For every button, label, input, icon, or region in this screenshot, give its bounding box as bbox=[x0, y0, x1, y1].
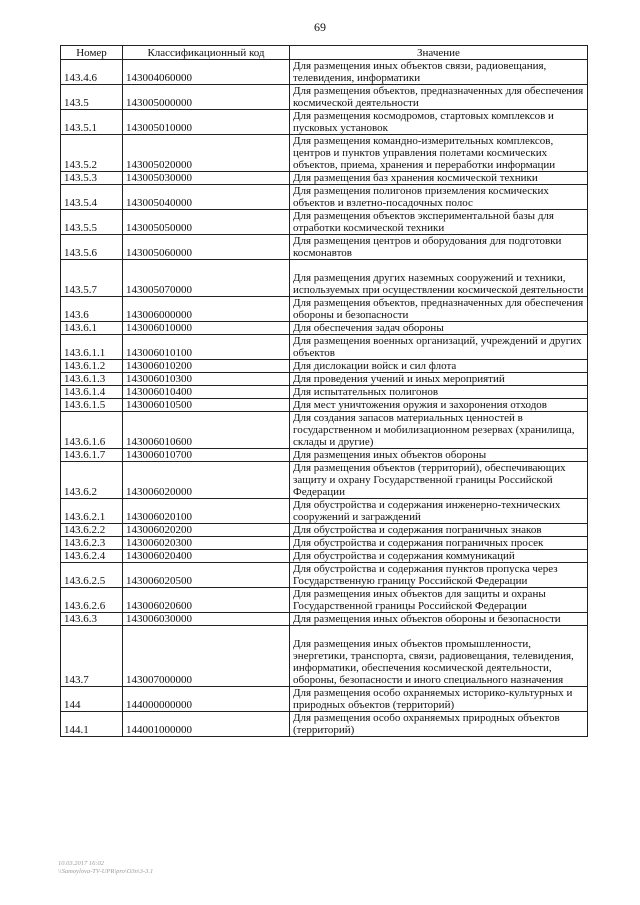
row-code: 143005040000 bbox=[123, 185, 290, 210]
row-value: Для размещения полигонов приземления космических объектов и взлетно-посадочных полос bbox=[290, 185, 588, 210]
row-code: 143006010600 bbox=[123, 412, 290, 449]
table-row bbox=[61, 322, 588, 335]
row-value: Для испытательных полигонов bbox=[290, 386, 588, 399]
header-value: Значение bbox=[290, 46, 588, 60]
row-value: Для размещения объектов экспериментальной базы для отработки космической техники bbox=[290, 210, 588, 235]
row-number: 143.7 bbox=[61, 626, 123, 687]
table-row bbox=[61, 412, 588, 449]
row-number: 143.5.5 bbox=[61, 210, 123, 235]
row-value: Для проведения учений и иных мероприятий bbox=[290, 373, 588, 386]
row-code: 143005000000 bbox=[123, 85, 290, 110]
row-code: 143006010100 bbox=[123, 335, 290, 360]
row-code: 143006020600 bbox=[123, 588, 290, 613]
row-number: 143.5 bbox=[61, 85, 123, 110]
row-number: 143.6.1.5 bbox=[61, 399, 123, 412]
table-row bbox=[61, 335, 588, 360]
row-code: 143007000000 bbox=[123, 626, 290, 687]
table-row bbox=[61, 360, 588, 373]
row-number: 143.4.6 bbox=[61, 60, 123, 85]
row-value: Для размещения иных объектов связи, радиовещания, телевидения, информатики bbox=[290, 60, 588, 85]
row-number: 143.6.2.6 bbox=[61, 588, 123, 613]
row-number: 143.6.1.4 bbox=[61, 386, 123, 399]
row-code: 143005070000 bbox=[123, 260, 290, 297]
row-number: 143.6.2 bbox=[61, 462, 123, 499]
row-code: 143005010000 bbox=[123, 110, 290, 135]
row-value: Для размещения объектов, предназначенных для обеспечения космической деятельности bbox=[290, 85, 588, 110]
row-code: 143006010400 bbox=[123, 386, 290, 399]
row-code: 144000000000 bbox=[123, 687, 290, 712]
table-row bbox=[61, 588, 588, 613]
table-row bbox=[61, 110, 588, 135]
table-row bbox=[61, 235, 588, 260]
row-number: 143.6.2.3 bbox=[61, 537, 123, 550]
row-value: Для обустройства и содержания пограничных просек bbox=[290, 537, 588, 550]
row-value: Для создания запасов материальных ценностей в государственном и мобилизационном резервах (хранилища, склады и другие) bbox=[290, 412, 588, 449]
row-code: 143006020200 bbox=[123, 524, 290, 537]
row-value: Для обустройства и содержания коммуникаций bbox=[290, 550, 588, 563]
table-row bbox=[61, 687, 588, 712]
row-code: 143006010200 bbox=[123, 360, 290, 373]
row-number: 143.6.1.1 bbox=[61, 335, 123, 360]
header-code: Классификационный код bbox=[123, 46, 290, 60]
row-code: 143006010700 bbox=[123, 449, 290, 462]
table-body bbox=[61, 60, 588, 737]
row-code: 143006020500 bbox=[123, 563, 290, 588]
row-value: Для обустройства и содержания пунктов пропуска через Государственную границу Российской Федерации bbox=[290, 563, 588, 588]
table-row bbox=[61, 537, 588, 550]
table-row bbox=[61, 60, 588, 85]
table-row bbox=[61, 210, 588, 235]
row-code: 143005020000 bbox=[123, 135, 290, 172]
row-code: 143004060000 bbox=[123, 60, 290, 85]
row-code: 143006010300 bbox=[123, 373, 290, 386]
row-value: Для размещения объектов, предназначенных для обеспечения обороны и безопасности bbox=[290, 297, 588, 322]
row-code: 143006010500 bbox=[123, 399, 290, 412]
table-row bbox=[61, 550, 588, 563]
row-code: 143006030000 bbox=[123, 613, 290, 626]
table-row bbox=[61, 135, 588, 172]
file-stamp-date: 10.03.2017 16:02 bbox=[58, 860, 105, 867]
row-value: Для дислокации войск и сил флота bbox=[290, 360, 588, 373]
row-value: Для обустройства и содержания инженерно-технических сооружений и заграждений bbox=[290, 499, 588, 524]
table-row bbox=[61, 260, 588, 297]
row-number: 143.5.4 bbox=[61, 185, 123, 210]
table-row bbox=[61, 712, 588, 737]
row-number: 143.5.3 bbox=[61, 172, 123, 185]
row-value: Для размещения космодромов, стартовых комплексов и пусковых установок bbox=[290, 110, 588, 135]
row-code: 143005050000 bbox=[123, 210, 290, 235]
table-header-row bbox=[61, 46, 588, 60]
row-number: 143.6.2.5 bbox=[61, 563, 123, 588]
file-stamp-path: \\Samoylova-TV-UPR\pro\O3n\3-3.1 bbox=[58, 868, 154, 875]
row-code: 143006010000 bbox=[123, 322, 290, 335]
row-number: 143.5.7 bbox=[61, 260, 123, 297]
row-number: 143.6 bbox=[61, 297, 123, 322]
row-value: Для размещения особо охраняемых историко-культурных и природных объектов (территорий) bbox=[290, 687, 588, 712]
row-code: 143006000000 bbox=[123, 297, 290, 322]
table-row bbox=[61, 462, 588, 499]
row-number: 143.6.1.7 bbox=[61, 449, 123, 462]
row-number: 143.6.2.1 bbox=[61, 499, 123, 524]
row-value: Для размещения центров и оборудования для подготовки космонавтов bbox=[290, 235, 588, 260]
row-number: 143.5.6 bbox=[61, 235, 123, 260]
table-row bbox=[61, 297, 588, 322]
row-number: 144 bbox=[61, 687, 123, 712]
row-number: 144.1 bbox=[61, 712, 123, 737]
row-value: Для размещения баз хранения космической техники bbox=[290, 172, 588, 185]
row-value: Для размещения особо охраняемых природных объектов (территорий) bbox=[290, 712, 588, 737]
table-row bbox=[61, 85, 588, 110]
row-value: Для обеспечения задач обороны bbox=[290, 322, 588, 335]
table-row bbox=[61, 524, 588, 537]
header-number: Номер bbox=[61, 46, 123, 60]
row-number: 143.6.1.3 bbox=[61, 373, 123, 386]
table-row bbox=[61, 172, 588, 185]
table-row bbox=[61, 386, 588, 399]
table-row bbox=[61, 499, 588, 524]
row-code: 143005030000 bbox=[123, 172, 290, 185]
row-number: 143.6.3 bbox=[61, 613, 123, 626]
row-value: Для размещения других наземных сооружений и техники, используемых при осуществлении космической деятельности bbox=[290, 260, 588, 297]
row-code: 143006020400 bbox=[123, 550, 290, 563]
row-value: Для размещения иных объектов для защиты и охраны Государственной границы Российской Федерации bbox=[290, 588, 588, 613]
page-number: 69 bbox=[314, 20, 326, 34]
classification-table bbox=[60, 45, 588, 737]
row-number: 143.5.1 bbox=[61, 110, 123, 135]
row-value: Для размещения командно-измерительных комплексов, центров и пунктов управления полетами космических объектов, приема, хранения и переработки информации bbox=[290, 135, 588, 172]
table-row bbox=[61, 449, 588, 462]
row-number: 143.6.1 bbox=[61, 322, 123, 335]
table-row bbox=[61, 399, 588, 412]
row-number: 143.6.1.6 bbox=[61, 412, 123, 449]
row-number: 143.6.2.2 bbox=[61, 524, 123, 537]
row-code: 143006020100 bbox=[123, 499, 290, 524]
row-value: Для размещения военных организаций, учреждений и других объектов bbox=[290, 335, 588, 360]
row-number: 143.6.2.4 bbox=[61, 550, 123, 563]
table-row bbox=[61, 373, 588, 386]
table-row bbox=[61, 613, 588, 626]
row-code: 144001000000 bbox=[123, 712, 290, 737]
table-row bbox=[61, 563, 588, 588]
row-value: Для размещения иных объектов обороны bbox=[290, 449, 588, 462]
row-code: 143006020300 bbox=[123, 537, 290, 550]
row-code: 143006020000 bbox=[123, 462, 290, 499]
row-value: Для обустройства и содержания пограничных знаков bbox=[290, 524, 588, 537]
row-value: Для размещения объектов (территорий), обеспечивающих защиту и охрану Государственной границы Российской Федерации bbox=[290, 462, 588, 499]
row-value: Для размещения иных объектов обороны и безопасности bbox=[290, 613, 588, 626]
row-number: 143.5.2 bbox=[61, 135, 123, 172]
row-value: Для размещения иных объектов промышленности, энергетики, транспорта, связи, радиовещания, телевидения, информатики, обеспечения космической деятельности, обороны, безопасности и иного специального назначения bbox=[290, 626, 588, 687]
table-row bbox=[61, 185, 588, 210]
file-stamp bbox=[58, 860, 153, 876]
table-row bbox=[61, 626, 588, 687]
row-number: 143.6.1.2 bbox=[61, 360, 123, 373]
row-value: Для мест уничтожения оружия и захоронения отходов bbox=[290, 399, 588, 412]
row-code: 143005060000 bbox=[123, 235, 290, 260]
